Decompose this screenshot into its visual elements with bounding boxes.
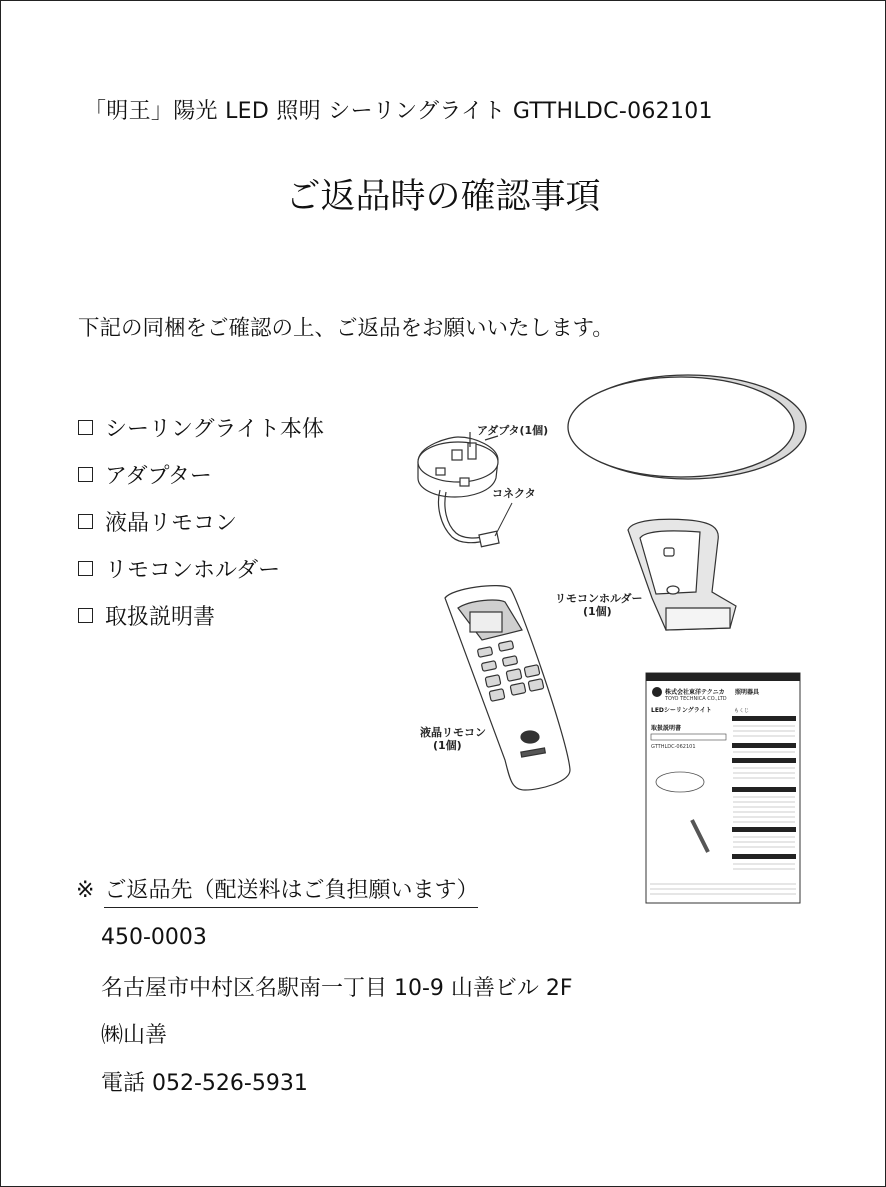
checklist — [78, 404, 324, 639]
manual-model: GTTHLDC-062101 — [651, 744, 696, 750]
checklist-item-label: シーリングライト本体 — [105, 417, 324, 442]
intro-text: 下記の同梱をご確認の上、ご返品をお願いいたします。 — [78, 316, 614, 341]
note-mark: ※ — [76, 878, 95, 903]
instruction-manual-drawing — [646, 673, 800, 903]
checkbox-icon — [78, 420, 93, 435]
street-address: 名古屋市中村区名駅南一丁目 10-9 山善ビル 2F — [101, 976, 573, 1001]
adapter-drawing — [418, 432, 499, 547]
checklist-item — [78, 545, 324, 592]
manual-doc-title: 取扱説明書 — [651, 725, 682, 732]
remote-label: 液晶リモコン — [420, 726, 486, 739]
checklist-item-label: 取扱説明書 — [105, 605, 216, 630]
adapter-label: アダプタ(1個) — [477, 424, 549, 437]
manual-toc: もくじ — [734, 708, 750, 714]
checkbox-icon — [78, 467, 93, 482]
holder-count-label: (1個) — [583, 605, 612, 618]
remote-count-label: (1個) — [433, 739, 462, 752]
postal-code: 450-0003 — [101, 925, 207, 950]
product-contents-illustration — [400, 365, 810, 910]
product-subtitle: 「明王」陽光 LED 照明 シーリングライト GTTHLDC-062101 — [84, 99, 713, 124]
connector-leader-line — [495, 503, 512, 536]
manual-company: 株式会社東洋テクニカ — [665, 689, 725, 696]
return-heading-text: ご返品先（配送料はご負担願います） — [104, 878, 478, 908]
company-name: ㈱山善 — [101, 1023, 168, 1048]
checkbox-icon — [78, 514, 93, 529]
manual-category: 照明器具 — [735, 689, 760, 696]
phone-number: 電話 052-526-5931 — [101, 1071, 308, 1096]
checklist-item-label: リモコンホルダー — [105, 558, 281, 583]
page-title: ご返品時の確認事項 — [285, 177, 601, 218]
return-address-heading — [76, 873, 478, 904]
checklist-item — [78, 498, 324, 545]
checklist-item — [78, 592, 324, 639]
connector-label: コネクタ — [492, 487, 536, 500]
remote-control-drawing — [445, 586, 570, 790]
checklist-item-label: アダプター — [105, 464, 212, 489]
checkbox-icon — [78, 561, 93, 576]
remote-holder-drawing — [628, 519, 736, 630]
checklist-item — [78, 404, 324, 451]
manual-company-en: TOYO TECHNICA CO.,LTD — [665, 696, 727, 702]
holder-label: リモコンホルダー — [555, 592, 643, 605]
checklist-item — [78, 451, 324, 498]
manual-product: LEDシーリングライト — [651, 707, 712, 714]
checklist-item-label: 液晶リモコン — [105, 511, 238, 536]
ceiling-light-drawing — [568, 375, 806, 479]
checkbox-icon — [78, 608, 93, 623]
